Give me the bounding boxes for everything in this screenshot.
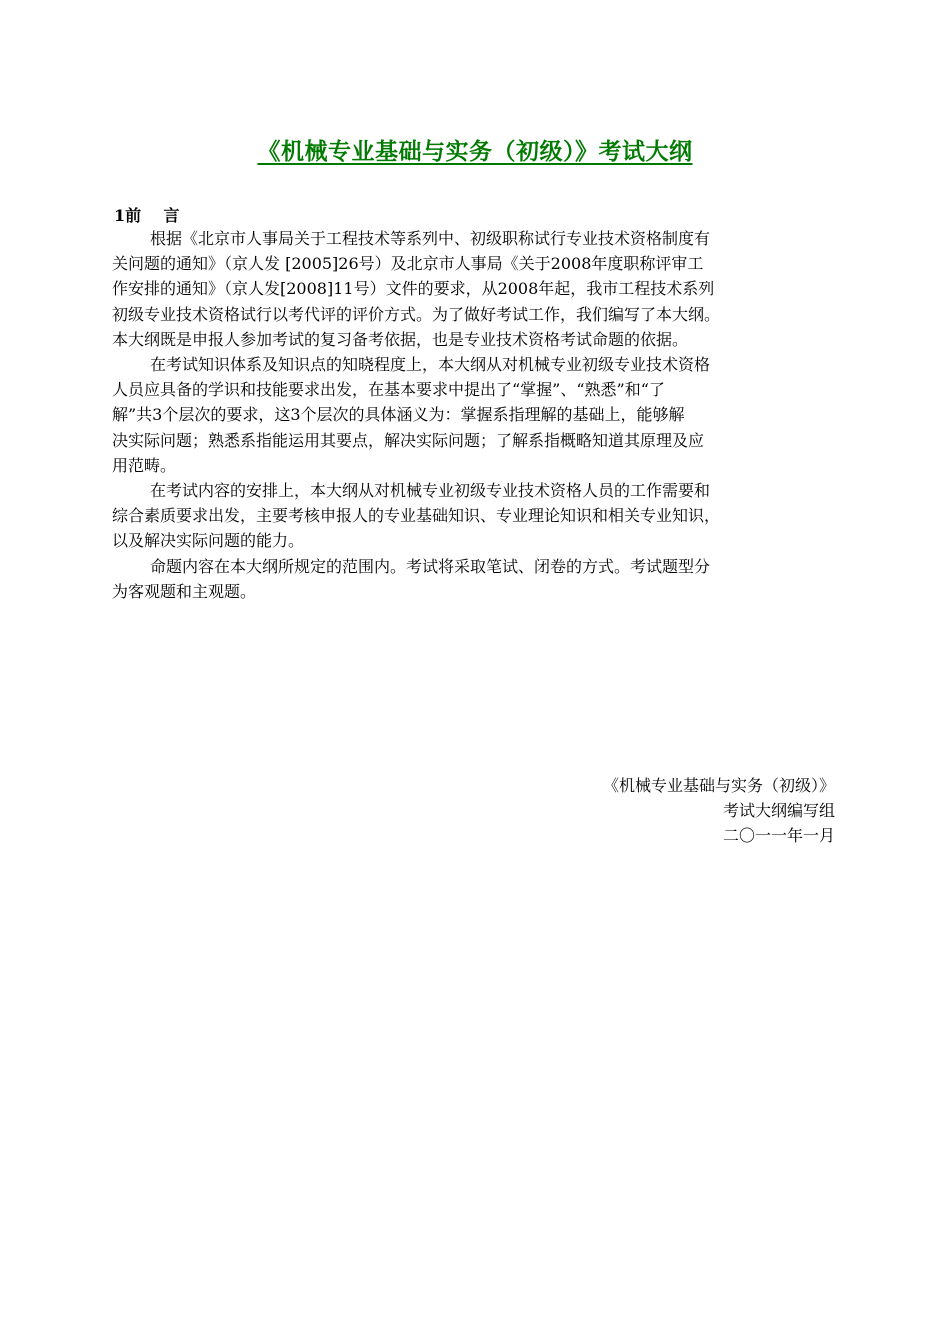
text-line: 决实际问题；熟悉系指能运用其要点，解决实际问题；了解系指概略知道其原理及应 xyxy=(112,430,705,450)
text-line: 人员应具备的学识和技能要求出发，在基本要求中提出了“掌握”、“熟悉”和“了 xyxy=(112,380,665,400)
text-line: 用范畴。 xyxy=(112,455,177,475)
text-line: 解”共3个层次的要求，这3个层次的具体涵义为：掌握系指理解的基础上，能够解 xyxy=(112,405,685,425)
text-line: 初级专业技术资格试行以考代评的评价方式。为了做好考试工作，我们编写了本大纲。 xyxy=(112,304,721,324)
document-body xyxy=(112,226,852,604)
text-line: 在考试知识体系及知识点的知晓程度上，本大纲从对机械专业初级专业技术资格 xyxy=(150,355,711,375)
paragraph xyxy=(112,352,852,478)
text-line: 为客观题和主观题。 xyxy=(112,581,257,601)
text-line: 在考试内容的安排上，本大纲从对机械专业初级专业技术资格人员的工作需要和 xyxy=(150,481,711,501)
paragraph xyxy=(112,554,852,604)
text-line: 以及解决实际问题的能力。 xyxy=(112,531,305,551)
signature-line: 考试大纲编写组 xyxy=(722,801,835,820)
signature-date: 二〇一一年一月 xyxy=(722,826,835,845)
text-line: 作安排的通知》（京人发[2008]11号）文件的要求，从2008年起，我市工程技术系列 xyxy=(112,279,715,299)
text-line: 综合素质要求出发，主要考核申报人的专业基础知识、专业理论知识和相关专业知识， xyxy=(112,506,721,526)
paragraph xyxy=(112,226,852,352)
signature-block xyxy=(603,773,835,848)
signature-line: 《机械专业基础与实务（初级）》 xyxy=(602,776,835,795)
text-line: 根据《北京市人事局关于工程技术等系列中、初级职称试行专业技术资格制度有 xyxy=(150,229,711,248)
paragraph xyxy=(112,478,852,554)
text-line: 关问题的通知》（京人发 [2005]26号）及北京市人事局《关于2008年度职称评审工 xyxy=(112,254,704,274)
section-heading: 1前 言 xyxy=(114,206,180,225)
document-title: 《机械专业基础与实务（初级）》考试大纲 xyxy=(257,138,693,165)
text-line: 本大纲既是申报人参加考试的复习备考依据，也是专业技术资格考试命题的依据。 xyxy=(112,329,689,349)
text-line: 命题内容在本大纲所规定的范围内。考试将采取笔试、闭卷的方式。考试题型分 xyxy=(150,556,711,576)
